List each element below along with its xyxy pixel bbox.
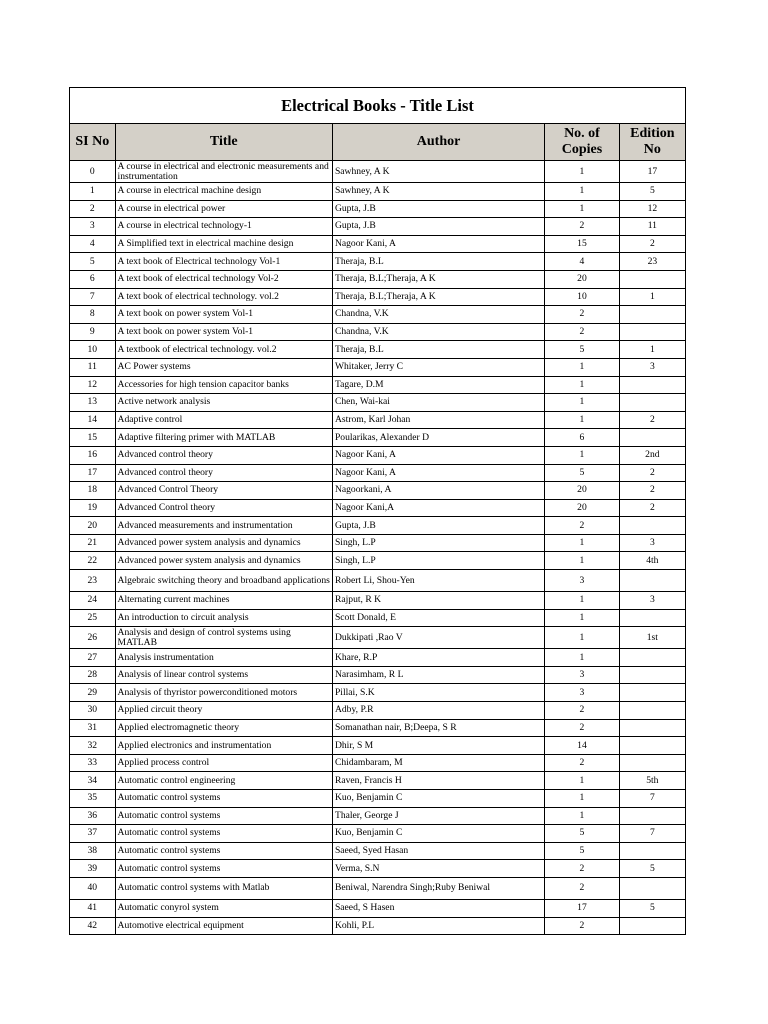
- cell-author: Nagoor Kani,A: [332, 499, 544, 517]
- cell-sl-no: 11: [70, 358, 116, 376]
- sheet-title: Electrical Books - Title List: [69, 87, 686, 123]
- table-row: [70, 323, 686, 341]
- cell-sl-no: 21: [70, 534, 116, 552]
- cell-title: Adaptive control: [115, 411, 332, 429]
- table-row: [70, 429, 686, 447]
- cell-copies: 2: [545, 917, 620, 935]
- cell-sl-no: 28: [70, 666, 116, 684]
- cell-sl-no: 35: [70, 790, 116, 808]
- cell-author: Chandna, V.K: [332, 306, 544, 324]
- cell-edition: [619, 684, 685, 702]
- cell-sl-no: 8: [70, 306, 116, 324]
- cell-copies: 5: [545, 825, 620, 843]
- cell-author: Chidambaram, M: [332, 754, 544, 772]
- cell-copies: 2: [545, 860, 620, 878]
- cell-copies: 1: [545, 358, 620, 376]
- cell-edition: [619, 719, 685, 737]
- cell-title: Advanced measurements and instrumentation: [115, 517, 332, 535]
- cell-copies: 20: [545, 499, 620, 517]
- table-row: [70, 609, 686, 627]
- cell-sl-no: 40: [70, 877, 116, 899]
- cell-title: Automatic conyrol system: [115, 899, 332, 917]
- title-list-sheet: [69, 87, 686, 935]
- cell-author: Rajput, R K: [332, 592, 544, 610]
- cell-edition: 7: [619, 790, 685, 808]
- cell-sl-no: 34: [70, 772, 116, 790]
- cell-copies: 1: [545, 394, 620, 412]
- cell-copies: 2: [545, 702, 620, 720]
- cell-author: Poularikas, Alexander D: [332, 429, 544, 447]
- cell-sl-no: 12: [70, 376, 116, 394]
- table-row: [70, 627, 686, 649]
- cell-edition: 2: [619, 499, 685, 517]
- cell-author: Theraja, B.L: [332, 253, 544, 271]
- cell-edition: 5: [619, 860, 685, 878]
- cell-author: Saeed, S Hasen: [332, 899, 544, 917]
- cell-sl-no: 1: [70, 183, 116, 201]
- cell-edition: [619, 649, 685, 667]
- cell-sl-no: 41: [70, 899, 116, 917]
- cell-copies: 5: [545, 341, 620, 359]
- cell-title: Automatic control systems with Matlab: [115, 877, 332, 899]
- cell-copies: 2: [545, 877, 620, 899]
- cell-edition: 2: [619, 464, 685, 482]
- cell-sl-no: 36: [70, 807, 116, 825]
- table-row: [70, 570, 686, 592]
- cell-sl-no: 14: [70, 411, 116, 429]
- table-row: [70, 161, 686, 183]
- cell-edition: [619, 807, 685, 825]
- cell-copies: 1: [545, 649, 620, 667]
- header-edition: [619, 124, 685, 161]
- cell-sl-no: 27: [70, 649, 116, 667]
- cell-edition: [619, 917, 685, 935]
- cell-author: Gupta, J.B: [332, 517, 544, 535]
- table-row: [70, 183, 686, 201]
- cell-author: Dhir, S M: [332, 737, 544, 755]
- cell-copies: 1: [545, 411, 620, 429]
- table-row: [70, 666, 686, 684]
- books-table: [69, 123, 686, 935]
- table-row: [70, 288, 686, 306]
- cell-sl-no: 7: [70, 288, 116, 306]
- cell-title: A text book on power system Vol-1: [115, 323, 332, 341]
- cell-sl-no: 5: [70, 253, 116, 271]
- cell-edition: [619, 754, 685, 772]
- cell-sl-no: 37: [70, 825, 116, 843]
- cell-title: A textbook of electrical technology. vol.2: [115, 341, 332, 359]
- cell-copies: 2: [545, 218, 620, 236]
- table-row: [70, 772, 686, 790]
- table-row: [70, 482, 686, 500]
- cell-edition: [619, 570, 685, 592]
- cell-sl-no: 6: [70, 270, 116, 288]
- cell-copies: 17: [545, 899, 620, 917]
- cell-copies: 20: [545, 270, 620, 288]
- table-row: [70, 917, 686, 935]
- table-row: [70, 552, 686, 570]
- cell-title: Advanced Control theory: [115, 499, 332, 517]
- cell-author: Theraja, B.L;Theraja, A K: [332, 288, 544, 306]
- cell-title: Active network analysis: [115, 394, 332, 412]
- cell-copies: 2: [545, 306, 620, 324]
- cell-edition: 4th: [619, 552, 685, 570]
- cell-sl-no: 32: [70, 737, 116, 755]
- cell-copies: 1: [545, 592, 620, 610]
- books-table-body: [70, 161, 686, 935]
- cell-sl-no: 42: [70, 917, 116, 935]
- cell-copies: 1: [545, 534, 620, 552]
- cell-edition: 5: [619, 183, 685, 201]
- cell-edition: [619, 429, 685, 447]
- cell-edition: 12: [619, 200, 685, 218]
- cell-title: A text book of electrical technology. vol.2: [115, 288, 332, 306]
- cell-title: Advanced power system analysis and dynamics: [115, 534, 332, 552]
- cell-sl-no: 22: [70, 552, 116, 570]
- cell-copies: 5: [545, 842, 620, 860]
- table-row: [70, 200, 686, 218]
- cell-copies: 1: [545, 772, 620, 790]
- cell-title: Automatic control systems: [115, 790, 332, 808]
- cell-edition: [619, 376, 685, 394]
- cell-edition: [619, 270, 685, 288]
- cell-copies: 1: [545, 200, 620, 218]
- cell-copies: 2: [545, 719, 620, 737]
- table-row: [70, 719, 686, 737]
- cell-edition: [619, 609, 685, 627]
- table-row: [70, 702, 686, 720]
- cell-title: Applied process control: [115, 754, 332, 772]
- table-row: [70, 253, 686, 271]
- cell-author: Chandna, V.K: [332, 323, 544, 341]
- cell-edition: 2: [619, 235, 685, 253]
- cell-author: Beniwal, Narendra Singh;Ruby Beniwal: [332, 877, 544, 899]
- cell-title: Automatic control engineering: [115, 772, 332, 790]
- header-sl-no: SI No: [70, 124, 116, 161]
- cell-copies: 1: [545, 609, 620, 627]
- cell-copies: 1: [545, 627, 620, 649]
- cell-author: Sawhney, A K: [332, 161, 544, 183]
- table-row: [70, 754, 686, 772]
- table-row: [70, 446, 686, 464]
- header-copies-line1: No. of: [564, 126, 600, 141]
- cell-sl-no: 33: [70, 754, 116, 772]
- cell-title: A text book on power system Vol-1: [115, 306, 332, 324]
- table-row: [70, 877, 686, 899]
- cell-copies: 15: [545, 235, 620, 253]
- cell-author: Nagoor Kani, A: [332, 446, 544, 464]
- cell-copies: 2: [545, 517, 620, 535]
- cell-title: Applied electromagnetic theory: [115, 719, 332, 737]
- cell-sl-no: 38: [70, 842, 116, 860]
- table-row: [70, 235, 686, 253]
- cell-sl-no: 17: [70, 464, 116, 482]
- cell-sl-no: 2: [70, 200, 116, 218]
- cell-sl-no: 26: [70, 627, 116, 649]
- cell-author: Gupta, J.B: [332, 200, 544, 218]
- cell-edition: 3: [619, 358, 685, 376]
- cell-copies: 3: [545, 684, 620, 702]
- cell-author: Singh, L.P: [332, 552, 544, 570]
- cell-edition: 3: [619, 592, 685, 610]
- cell-copies: 1: [545, 552, 620, 570]
- table-row: [70, 737, 686, 755]
- cell-sl-no: 39: [70, 860, 116, 878]
- cell-edition: [619, 666, 685, 684]
- table-row: [70, 358, 686, 376]
- cell-author: Adby, P.R: [332, 702, 544, 720]
- cell-author: Khare, R.P: [332, 649, 544, 667]
- table-row: [70, 790, 686, 808]
- cell-title: Automatic control systems: [115, 860, 332, 878]
- cell-title: A text book of electrical technology Vol-2: [115, 270, 332, 288]
- cell-edition: 2: [619, 411, 685, 429]
- cell-author: Chen, Wai-kai: [332, 394, 544, 412]
- cell-copies: 3: [545, 666, 620, 684]
- table-row: [70, 341, 686, 359]
- cell-author: Kuo, Benjamin C: [332, 825, 544, 843]
- cell-copies: 10: [545, 288, 620, 306]
- cell-copies: 20: [545, 482, 620, 500]
- cell-sl-no: 13: [70, 394, 116, 412]
- table-row: [70, 218, 686, 236]
- cell-sl-no: 9: [70, 323, 116, 341]
- cell-author: Kohli, P.L: [332, 917, 544, 935]
- cell-copies: 4: [545, 253, 620, 271]
- cell-edition: [619, 842, 685, 860]
- cell-copies: 1: [545, 446, 620, 464]
- cell-edition: 5th: [619, 772, 685, 790]
- cell-title: Advanced control theory: [115, 464, 332, 482]
- cell-sl-no: 19: [70, 499, 116, 517]
- cell-author: Narasimham, R L: [332, 666, 544, 684]
- header-row: [70, 124, 686, 161]
- cell-edition: [619, 306, 685, 324]
- cell-title: AC Power systems: [115, 358, 332, 376]
- header-edition-line2: No: [643, 142, 661, 157]
- cell-sl-no: 24: [70, 592, 116, 610]
- cell-author: Sawhney, A K: [332, 183, 544, 201]
- cell-edition: 23: [619, 253, 685, 271]
- cell-author: Nagoorkani, A: [332, 482, 544, 500]
- cell-edition: 5: [619, 899, 685, 917]
- cell-title: Automotive electrical equipment: [115, 917, 332, 935]
- table-row: [70, 899, 686, 917]
- cell-title: An introduction to circuit analysis: [115, 609, 332, 627]
- cell-author: Whitaker, Jerry C: [332, 358, 544, 376]
- table-row: [70, 517, 686, 535]
- header-author: Author: [332, 124, 544, 161]
- cell-edition: [619, 323, 685, 341]
- cell-title: Advanced Control Theory: [115, 482, 332, 500]
- cell-sl-no: 25: [70, 609, 116, 627]
- cell-sl-no: 20: [70, 517, 116, 535]
- cell-sl-no: 15: [70, 429, 116, 447]
- table-row: [70, 649, 686, 667]
- cell-author: Somanathan nair, B;Deepa, S R: [332, 719, 544, 737]
- cell-edition: [619, 394, 685, 412]
- cell-copies: 3: [545, 570, 620, 592]
- cell-author: Dukkipati ,Rao V: [332, 627, 544, 649]
- cell-sl-no: 31: [70, 719, 116, 737]
- cell-edition: [619, 702, 685, 720]
- cell-author: Raven, Francis H: [332, 772, 544, 790]
- cell-title: A Simplified text in electrical machine design: [115, 235, 332, 253]
- cell-edition: 1st: [619, 627, 685, 649]
- cell-copies: 1: [545, 807, 620, 825]
- cell-edition: 11: [619, 218, 685, 236]
- cell-title: A course in electrical machine design: [115, 183, 332, 201]
- cell-title: Analysis and design of control systems using MATLAB: [115, 627, 332, 649]
- table-row: [70, 499, 686, 517]
- cell-edition: 1: [619, 288, 685, 306]
- cell-author: Tagare, D.M: [332, 376, 544, 394]
- table-row: [70, 842, 686, 860]
- cell-copies: 1: [545, 790, 620, 808]
- cell-title: A course in electrical and electronic measurements and instrumentation: [115, 161, 332, 183]
- cell-edition: 2nd: [619, 446, 685, 464]
- cell-copies: 1: [545, 161, 620, 183]
- cell-title: Algebraic switching theory and broadband applications: [115, 570, 332, 592]
- cell-title: A course in electrical technology-1: [115, 218, 332, 236]
- cell-author: Pillai, S.K: [332, 684, 544, 702]
- cell-edition: 3: [619, 534, 685, 552]
- cell-copies: 2: [545, 754, 620, 772]
- cell-sl-no: 23: [70, 570, 116, 592]
- cell-author: Astrom, Karl Johan: [332, 411, 544, 429]
- cell-sl-no: 10: [70, 341, 116, 359]
- cell-sl-no: 3: [70, 218, 116, 236]
- cell-author: Theraja, B.L: [332, 341, 544, 359]
- cell-sl-no: 29: [70, 684, 116, 702]
- cell-edition: 2: [619, 482, 685, 500]
- cell-title: Applied electronics and instrumentation: [115, 737, 332, 755]
- cell-title: Analysis of thyristor powerconditioned motors: [115, 684, 332, 702]
- cell-author: Thaler, George J: [332, 807, 544, 825]
- cell-author: Nagoor Kani, A: [332, 464, 544, 482]
- cell-title: Automatic control systems: [115, 842, 332, 860]
- table-row: [70, 684, 686, 702]
- cell-title: Advanced power system analysis and dynamics: [115, 552, 332, 570]
- cell-title: Advanced control theory: [115, 446, 332, 464]
- cell-title: A course in electrical power: [115, 200, 332, 218]
- table-row: [70, 592, 686, 610]
- cell-sl-no: 0: [70, 161, 116, 183]
- cell-author: Robert Li, Shou-Yen: [332, 570, 544, 592]
- cell-author: Gupta, J.B: [332, 218, 544, 236]
- cell-sl-no: 16: [70, 446, 116, 464]
- cell-edition: [619, 517, 685, 535]
- cell-sl-no: 4: [70, 235, 116, 253]
- cell-sl-no: 30: [70, 702, 116, 720]
- table-row: [70, 534, 686, 552]
- cell-author: Kuo, Benjamin C: [332, 790, 544, 808]
- cell-author: Verma, S.N: [332, 860, 544, 878]
- cell-title: A text book of Electrical technology Vol-1: [115, 253, 332, 271]
- table-row: [70, 270, 686, 288]
- cell-author: Singh, L.P: [332, 534, 544, 552]
- cell-title: Accessories for high tension capacitor banks: [115, 376, 332, 394]
- cell-title: Adaptive filtering primer with MATLAB: [115, 429, 332, 447]
- table-row: [70, 394, 686, 412]
- table-row: [70, 306, 686, 324]
- cell-edition: 17: [619, 161, 685, 183]
- table-row: [70, 464, 686, 482]
- cell-title: Automatic control systems: [115, 825, 332, 843]
- cell-title: Alternating current machines: [115, 592, 332, 610]
- header-copies: [545, 124, 620, 161]
- cell-title: Automatic control systems: [115, 807, 332, 825]
- table-row: [70, 376, 686, 394]
- cell-author: Saeed, Syed Hasan: [332, 842, 544, 860]
- table-row: [70, 825, 686, 843]
- cell-copies: 5: [545, 464, 620, 482]
- cell-title: Applied circuit theory: [115, 702, 332, 720]
- cell-author: Nagoor Kani, A: [332, 235, 544, 253]
- cell-sl-no: 18: [70, 482, 116, 500]
- cell-author: Theraja, B.L;Theraja, A K: [332, 270, 544, 288]
- cell-copies: 1: [545, 376, 620, 394]
- cell-copies: 1: [545, 183, 620, 201]
- cell-copies: 2: [545, 323, 620, 341]
- cell-edition: 1: [619, 341, 685, 359]
- cell-edition: [619, 737, 685, 755]
- cell-author: Scott Donald, E: [332, 609, 544, 627]
- table-row: [70, 411, 686, 429]
- cell-title: Analysis of linear control systems: [115, 666, 332, 684]
- table-row: [70, 860, 686, 878]
- header-copies-line2: Copies: [561, 142, 603, 157]
- cell-copies: 6: [545, 429, 620, 447]
- header-title: Title: [115, 124, 332, 161]
- table-row: [70, 807, 686, 825]
- cell-edition: [619, 877, 685, 899]
- cell-title: Analysis instrumentation: [115, 649, 332, 667]
- cell-copies: 14: [545, 737, 620, 755]
- cell-edition: 7: [619, 825, 685, 843]
- header-edition-line1: Edition: [630, 126, 675, 141]
